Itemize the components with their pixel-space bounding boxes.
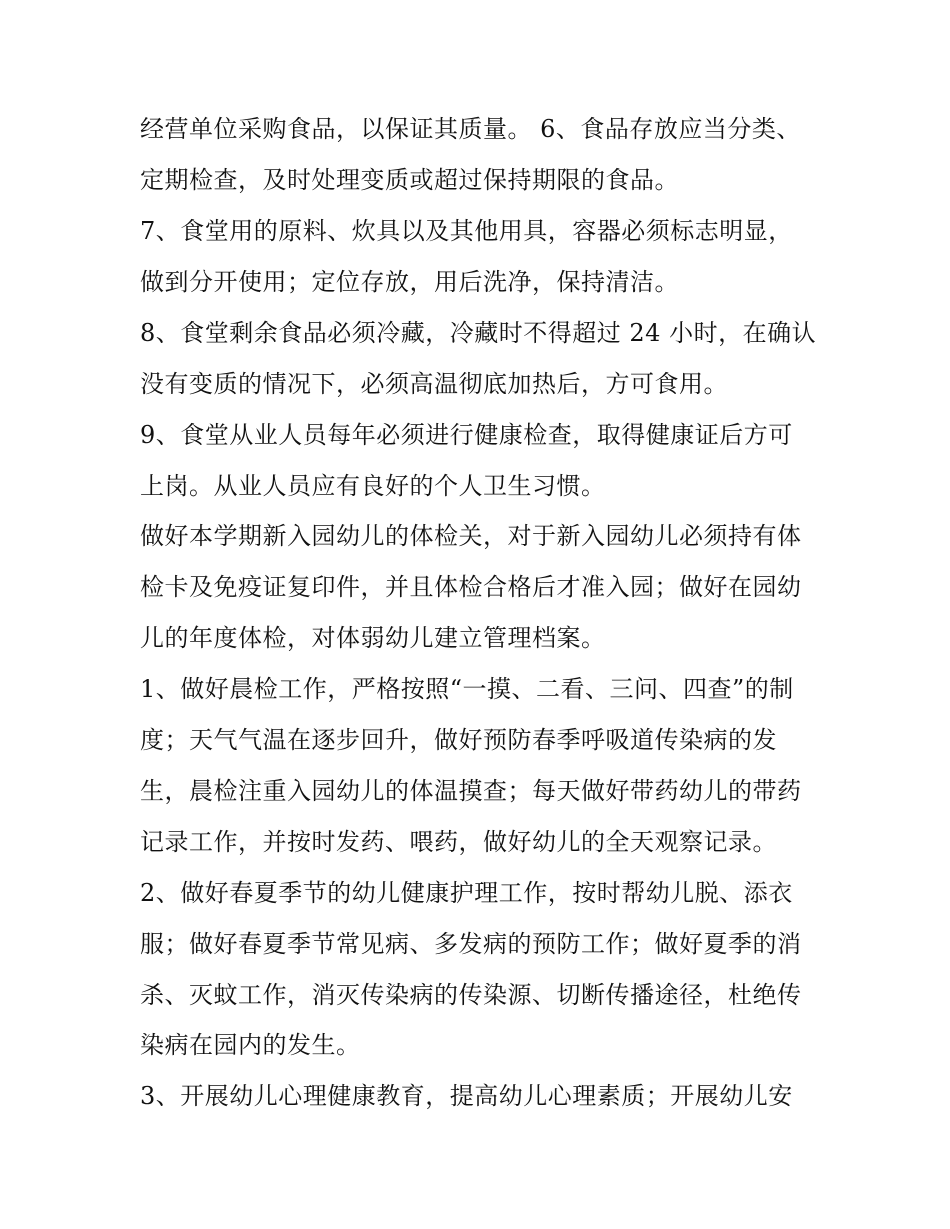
text-line: 服；做好春夏季节常见病、多发病的预防工作；做好夏季的消 [140, 930, 802, 958]
text-line: 经营单位采购食品，以保证其质量。 6、食品存放应当分类、 [140, 115, 801, 143]
text-line: 2、做好春夏季节的幼儿健康护理工作，按时帮幼儿脱、添衣 [140, 879, 793, 907]
text-line: 定期检查，及时处理变质或超过保持期限的食品。 [140, 166, 679, 194]
text-line: 染病在园内的发生。 [140, 1031, 361, 1059]
text-line: 做到分开使用；定位存放，用后洗净，保持清洁。 [140, 268, 679, 296]
text-line: 没有变质的情况下，必须高温彻底加热后，方可食用。 [140, 370, 728, 398]
text-line: 记录工作，并按时发药、喂药，做好幼儿的全天观察记录。 [140, 828, 777, 856]
text-line: 杀、灭蚊工作，消灭传染病的传染源、切断传播途径，杜绝传 [140, 981, 802, 1009]
text-line: 上岗。从业人员应有良好的个人卫生习惯。 [140, 472, 606, 500]
text-line: 生，晨检注重入园幼儿的体温摸查；每天做好带药幼儿的带药 [140, 777, 802, 805]
text-line: 1、做好晨检工作，严格按照“一摸、二看、三问、四查”的制 [140, 675, 794, 703]
text-line: 检卡及免疫证复印件，并且体检合格后才准入园；做好在园幼 [140, 573, 802, 601]
text-line: 做好本学期新入园幼儿的体检关，对于新入园幼儿必须持有体 [140, 522, 802, 550]
text-line: 3、开展幼儿心理健康教育，提高幼儿心理素质；开展幼儿安 [140, 1082, 793, 1110]
text-line: 度；天气气温在逐步回升，做好预防春季呼吸道传染病的发 [140, 726, 777, 754]
text-line: 7、食堂用的原料、炊具以及其他用具，容器必须标志明显， [140, 217, 793, 245]
text-line: 8、食堂剩余食品必须冷藏，冷藏时不得超过 24 小时，在确认 [140, 319, 817, 347]
text-line: 儿的年度体检，对体弱幼儿建立管理档案。 [140, 624, 606, 652]
text-line: 9、食堂从业人员每年必须进行健康检查，取得健康证后方可 [140, 421, 793, 449]
